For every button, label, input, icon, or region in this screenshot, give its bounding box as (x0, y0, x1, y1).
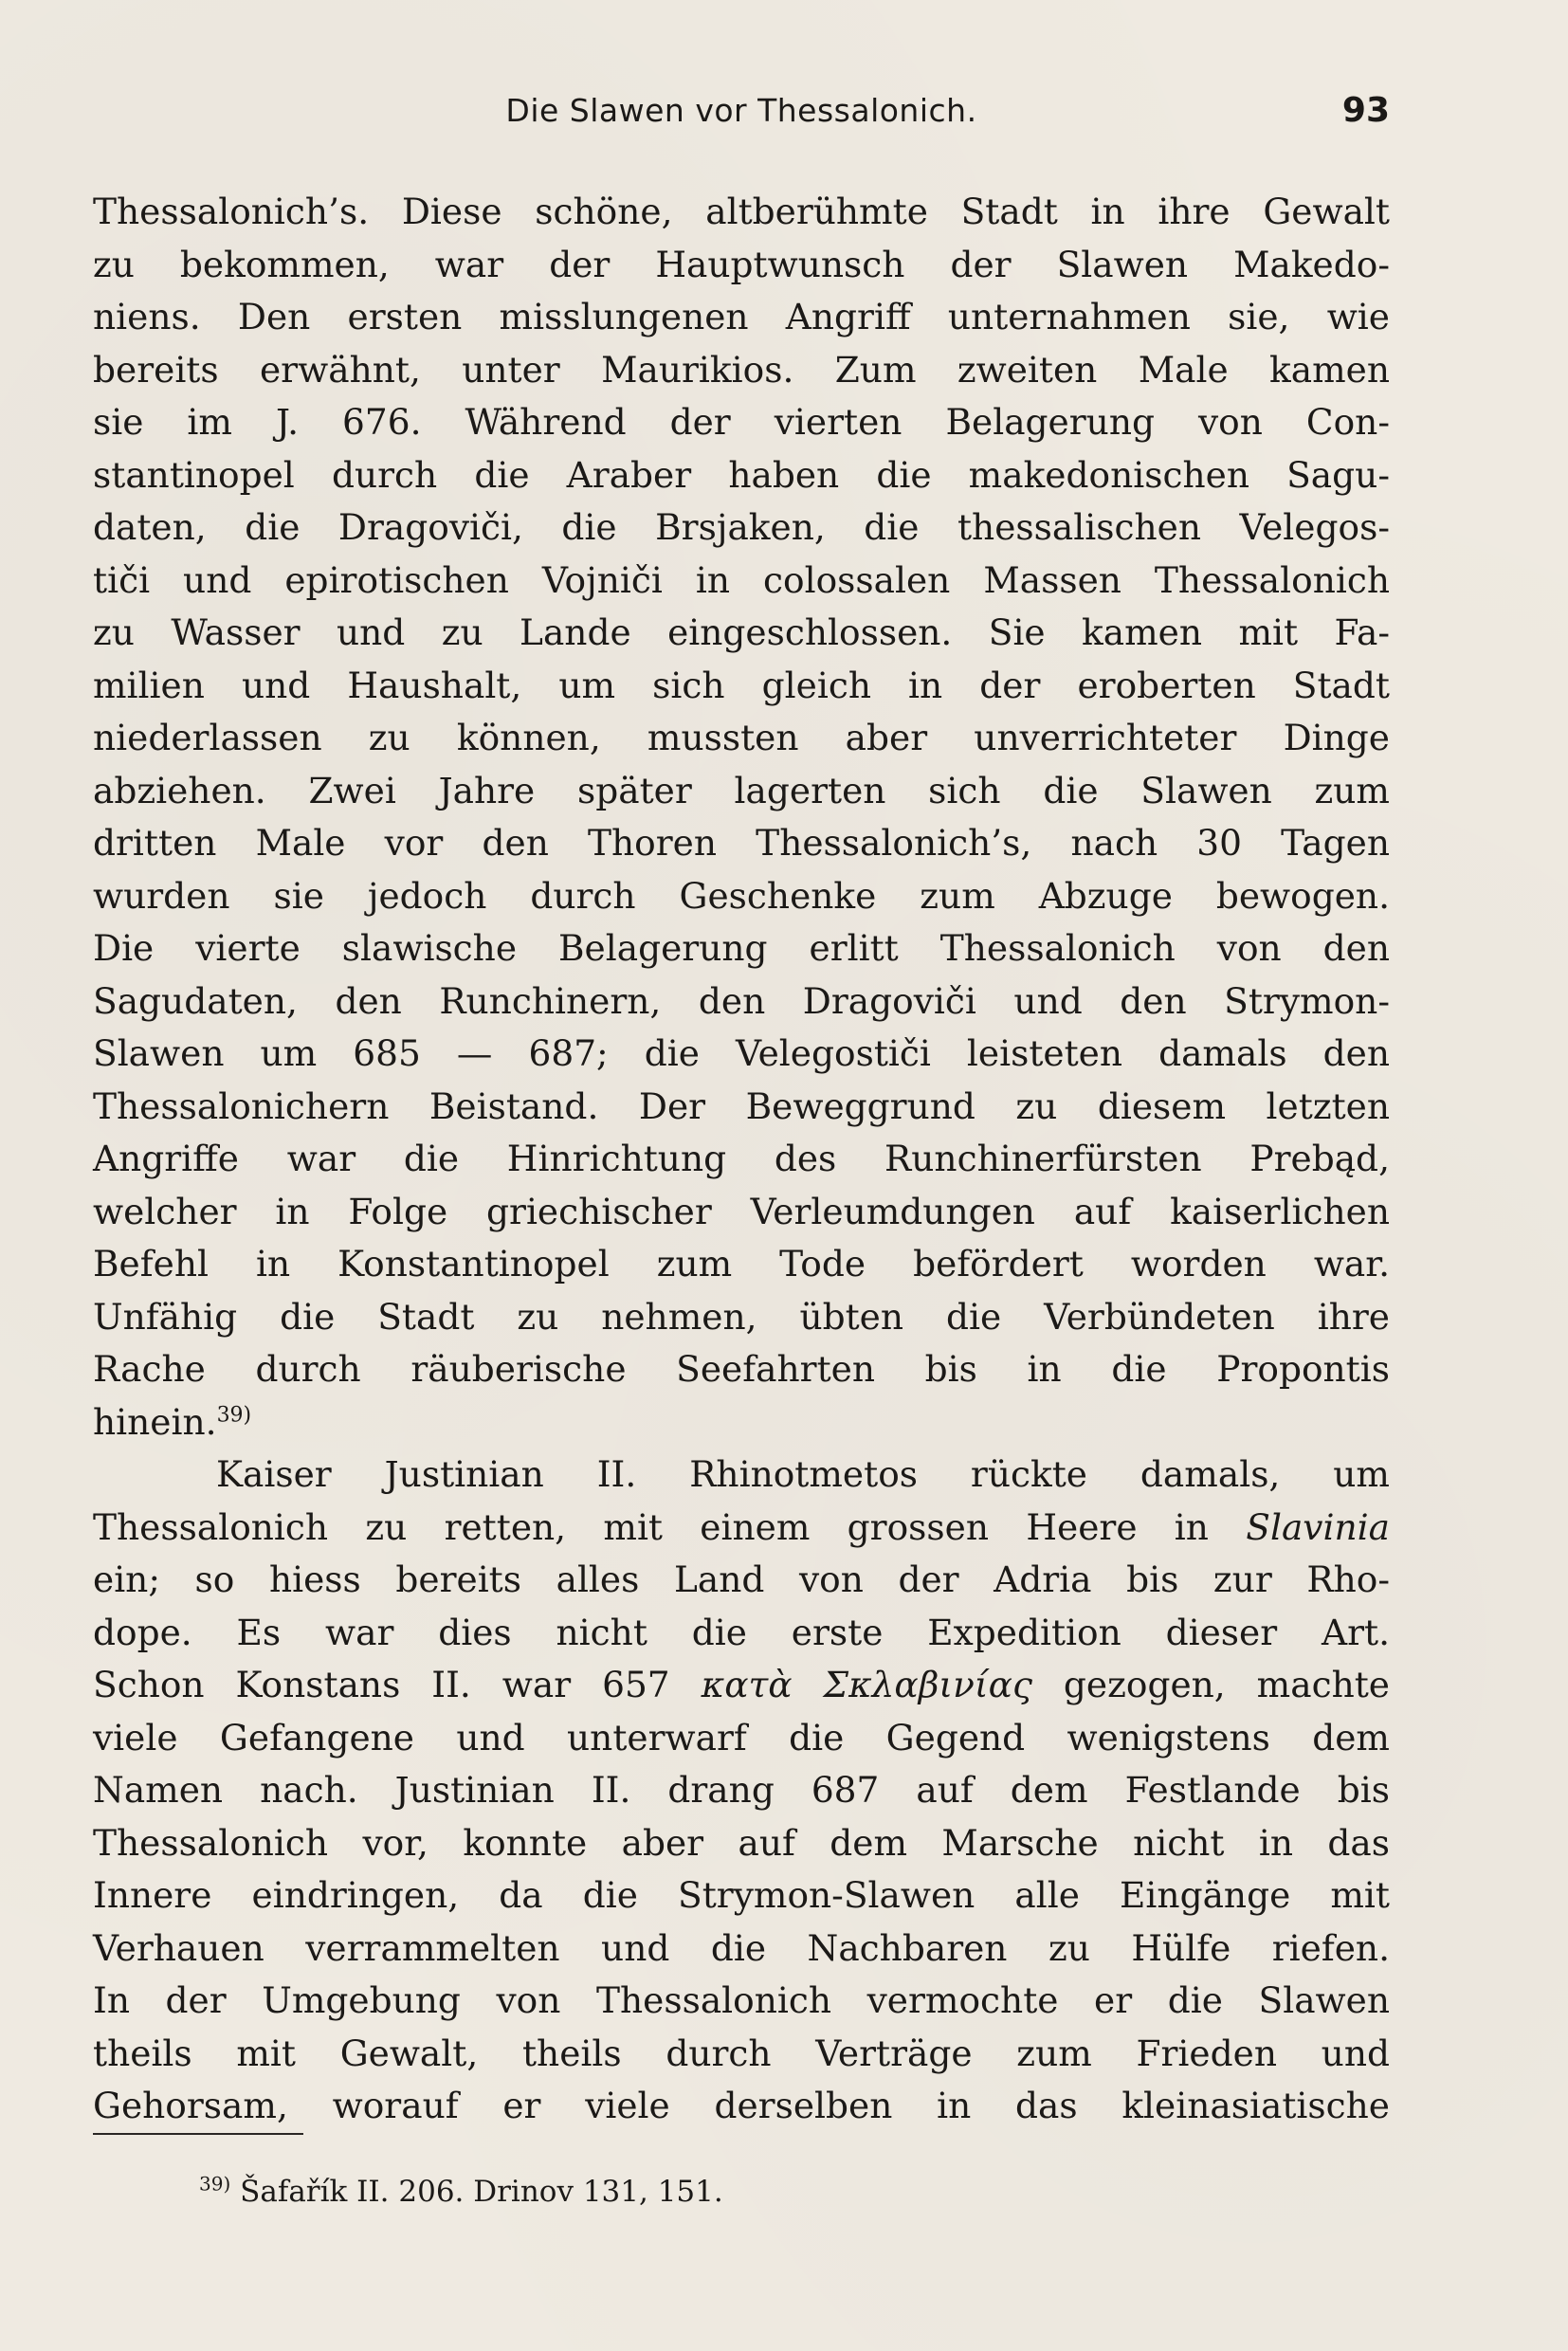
text-line: Thessalonichern Beistand. Der Beweggrund zu diesem letzten (93, 1084, 1390, 1127)
text-line: Befehl in Konstantinopel zum Tode befördert worden war. (93, 1243, 1390, 1285)
text-line: Innere eindringen, da die Strymon-Slawen alle Eingänge mit (93, 1874, 1390, 1916)
text-line: Thessalonich’s. Diese schöne, altberühmte Stadt in ihre Gewalt (93, 191, 1390, 232)
greek-phrase: κατὰ Σκλαβινίας (701, 1664, 1032, 1705)
text-fragment: gezogen, machte (1063, 1664, 1391, 1705)
footnote-reference: 39) (216, 1403, 252, 1427)
text-line (93, 1659, 1390, 1712)
text-line: Rache durch räuberische Seefahrten bis in die Propontis (93, 1348, 1390, 1390)
text-line: sie im J. 676. Während der vierten Belagerung von Con- (93, 401, 1390, 443)
text-line: Sagudaten, den Runchinern, den Dragoviči und den Strymon- (93, 979, 1390, 1022)
text-line: Gehorsam, worauf er viele derselben in das kleinasiatische (93, 2085, 1390, 2126)
text-line: In der Umgebung von Thessalonich vermochte er die Slawen (93, 1979, 1390, 2021)
footnote-number: 39) (199, 2172, 231, 2196)
text-line: zu bekommen, war der Hauptwunsch der Slawen Makedo- (93, 243, 1390, 285)
text-line: welcher in Folge griechischer Verleumdungen auf kaiserlichen (93, 1190, 1390, 1232)
text-line: zu Wasser und zu Lande eingeschlossen. Sie kamen mit Fa- (93, 611, 1390, 653)
text-line: niens. Den ersten misslungenen Angriff unternahmen sie, wie (93, 296, 1390, 337)
text-line: Thessalonich vor, konnte aber auf dem Marsche nicht in das (93, 1821, 1390, 1864)
text-line: Verhauen verrammelten und die Nachbaren zu Hülfe riefen. (93, 1926, 1390, 1969)
running-title: Die Slawen vor Thessalonich. (505, 92, 977, 129)
body-text (93, 186, 1390, 2133)
page-number: 93 (1341, 91, 1390, 130)
text-line: Die vierte slawische Belagerung erlitt Thessalonich von den (93, 927, 1390, 969)
text-line: Kaiser Justinian II. Rhinotmetos rückte damals, um (216, 1453, 1390, 1495)
footnote (199, 2171, 723, 2213)
text-line: ein; so hiess bereits alles Land von der Adria bis zur Rho- (93, 1558, 1390, 1600)
page-header (93, 87, 1390, 135)
text-line: abziehen. Zwei Jahre später lagerten sich die Slawen zum (93, 769, 1390, 811)
footnote-text: Šafařík II. 206. Drinov 131, 151. (240, 2175, 723, 2209)
text-line: Namen nach. Justinian II. drang 687 auf dem Festlande bis (93, 1769, 1390, 1811)
text-line (93, 1502, 1390, 1555)
text-line: tiči und epirotischen Vojniči in colossalen Massen Thessalonich (93, 558, 1390, 601)
text-line: dope. Es war dies nicht die erste Expedition dieser Art. (93, 1611, 1390, 1653)
footnote-divider (93, 2133, 303, 2135)
text-line: milien und Haushalt, um sich gleich in der eroberten Stadt (93, 664, 1390, 706)
text-line: Unfähig die Stadt zu nehmen, übten die Verbündeten ihre (93, 1295, 1390, 1338)
text-line: dritten Male vor den Thoren Thessalonich’s, nach 30 Tagen (93, 822, 1390, 864)
text-line: Angriffe war die Hinrichtung des Runchinerfürsten Prebąd, (93, 1138, 1390, 1179)
text-line: Slawen um 685 — 687; die Velegostiči leisteten damals den (93, 1032, 1390, 1074)
text-fragment: Schon Konstans II. war 657 (93, 1664, 670, 1705)
text-line: viele Gefangene und unterwarf die Gegend wenigstens dem (93, 1716, 1390, 1759)
text-line: bereits erwähnt, unter Maurikios. Zum zweiten Male kamen (93, 348, 1390, 391)
text-line (93, 1396, 1390, 1449)
text-line: theils mit Gewalt, theils durch Verträge zum Frieden und (93, 2032, 1390, 2074)
text-fragment: Thessalonich zu retten, mit einem grossen Heere in (93, 1505, 1209, 1548)
text-line: wurden sie jedoch durch Geschenke zum Abzuge bewogen. (93, 874, 1390, 917)
italic-term: Slavinia (1246, 1505, 1390, 1548)
text-line: niederlassen zu können, mussten aber unverrichteter Dinge (93, 717, 1390, 758)
text-line: daten, die Dragoviči, die Brsjaken, die thessalischen Velegos- (93, 506, 1390, 548)
text-line: stantinopel durch die Araber haben die makedonischen Sagu- (93, 453, 1390, 496)
text-fragment: hinein. (93, 1400, 217, 1443)
